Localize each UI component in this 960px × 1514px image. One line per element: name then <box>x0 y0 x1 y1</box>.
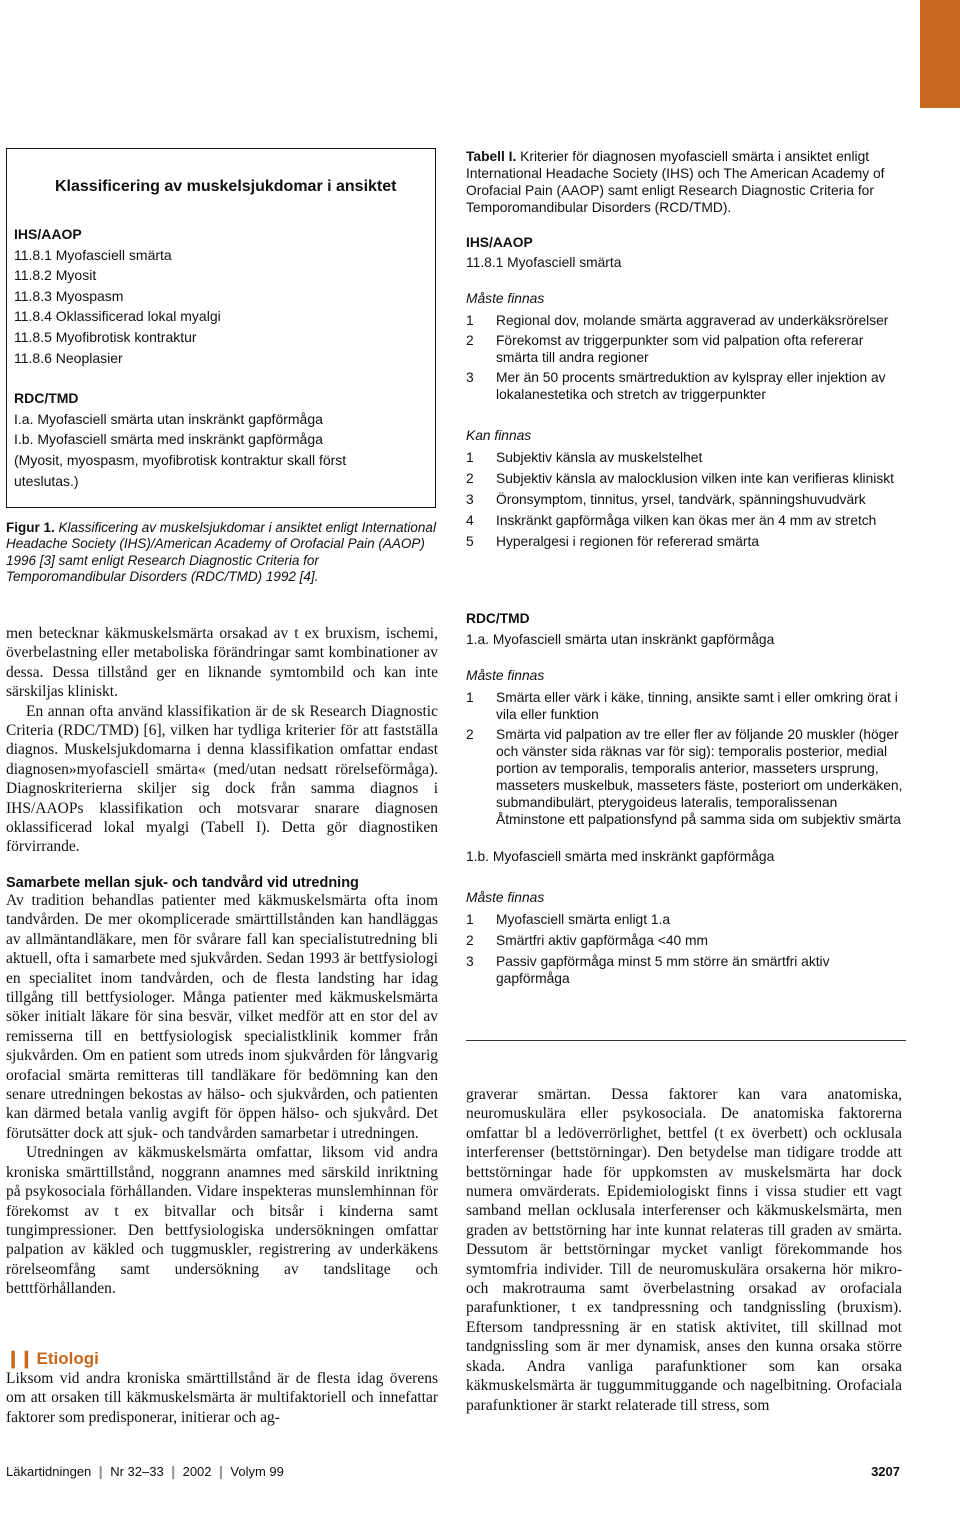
item-text: Subjektiv känsla av malocklusion vilken inte kan verifieras kliniskt <box>496 471 894 486</box>
figure-caption-text: Klassificering av muskelsjukdomar i ansiktet enligt International Headache Society (IHS)/American Academy of Orofacial Pain (AAOP) 1996 [3] samt enligt Research Diagnostic Criteria for Temporomandibular Disorders (RDC/TMD) 1992 [4]. <box>6 520 436 585</box>
figure-ihs-item: 11.8.2 Myosit <box>14 267 97 284</box>
table-row <box>466 932 906 949</box>
figure-rdc-item: (Myosit, myospasm, myofibrotisk kontraktur skall först <box>14 451 347 468</box>
section-heading-etiologi <box>6 1349 99 1369</box>
table-bottom-rule <box>466 1040 906 1041</box>
body-paragraph: graverar smärtan. Dessa faktorer kan vara anatomiska, neuromuskulära eller psykosociala. De anatomiska faktorerna omfattar bl a ledöverrörlighet, bettfel (t ex överbett) och ocklusala interferenser (bettstörningar). Den betydelse man tidigare trodde att bettstörningar hade för uppkomsten av muskelsmärta har dock numera omvärderats. Epidemiologiskt finns i vissa studier ett vagt samband mellan ocklusala interferenser och käkmuskelsmärta, men graden av bettstörning har inte kunnat relateras till graden av smärta. Dessutom är bettstörningar mycket vanligt förekommande hos symtomfria individer. Till de neuromuskulära orsakerna hör mikro- och makrotrauma samt överbelastning orsakad av orofaciala parafunktioner, t ex tandpressning och tandgnissling (bruxism). Eftersom tandpressning är en statisk aktivitet, till skillnad mot tandgnissling som är mer dynamisk, anses den kunna orsaka större skada. Andra vanliga parafunktioner som kan orsaka käkmuskelsmärta är tuggummituggande och nagelbitning. Orofaciala parafunktioner är starkt relaterade till stress, som <box>466 1086 902 1414</box>
body-paragraph: Utredningen av käkmuskelsmärta omfattar, liksom vid andra kroniska smärttillstånd, noggrann anamnes med särskild inriktning på psykosociala förhållanden. Vidare inspekteras munslemhinnan för förekomst av t ex bitvallar och bitsår i kinderna samt tungimpressioner. Den bettfysiologiska undersökningen omfattar palpation av käkled och tuggmuskler, registrering av underkäkens rörelseomfång samt undersökning av tandslitage och betttförhållanden. <box>6 1144 438 1298</box>
table-ihs-subheading: 11.8.1 Myofasciell smärta <box>466 255 622 270</box>
figure-ihs-item: 11.8.4 Oklassificerad lokal myalgi <box>14 308 221 325</box>
figure-ihs-item: 11.8.6 Neoplasier <box>14 349 123 366</box>
figure-caption-label: Figur 1. <box>6 520 55 535</box>
item-text: Smärtfri aktiv gapförmåga <40 mm <box>496 933 709 948</box>
item-number: 2 <box>466 727 474 742</box>
figure-title: Klassificering av muskelsjukdomar i ansiktet <box>55 178 397 195</box>
item-text: Smärta eller värk i käke, tinning, ansikte samt i eller omkring örat i vila eller funktion <box>496 690 898 722</box>
figure-rdc-item: I.a. Myofasciell smärta utan inskränkt gapförmåga <box>14 410 323 427</box>
table-row <box>466 911 906 928</box>
table-row <box>466 726 906 828</box>
table-1 <box>466 148 906 550</box>
footer-volume: Volym 99 <box>230 1464 284 1479</box>
footer-year: 2002 <box>182 1464 212 1479</box>
orange-page-tab <box>920 0 960 108</box>
item-number: 1 <box>466 690 474 705</box>
footer-info: Läkartidningen ❙ Nr 32–33 ❙ 2002 ❙ Volym 99 <box>6 1464 284 1479</box>
figure-ihs-heading: IHS/AAOP <box>14 226 82 242</box>
item-text: Subjektiv känsla av muskelstelhet <box>496 450 703 465</box>
section-heading-etiologi-text: Etiologi <box>36 1349 99 1368</box>
table-row <box>466 332 906 366</box>
item-number: 2 <box>466 333 474 348</box>
item-number: 1 <box>466 912 474 927</box>
table-row <box>466 449 906 466</box>
table-row <box>466 491 906 508</box>
item-text: Öronsymptom, tinnitus, yrsel, tandvärk, spänningshuvudvärk <box>496 492 866 507</box>
item-text: Hyperalgesi i regionen för refererad smärta <box>496 534 760 549</box>
table-row <box>466 512 906 529</box>
footer-issue: Nr 32–33 <box>110 1464 164 1479</box>
table-row <box>466 953 906 987</box>
table-row <box>466 533 906 550</box>
table-1-rdc <box>466 610 906 987</box>
figure-caption <box>6 520 436 586</box>
item-number: 3 <box>466 492 474 507</box>
item-text: Regional dov, molande smärta aggraverad av underkäksrörelser <box>496 313 889 328</box>
item-number: 5 <box>466 534 474 549</box>
item-number: 3 <box>466 954 474 969</box>
body-paragraph: Av tradition behandlas patienter med käkmuskelsmärta ofta inom tandvården. De mer okomplicerade smärttillstånden kan handläggas av allmäntandläkare, men för svårare fall kan specialistutredning bli aktuell, ofta i samarbete med sjukvården. Sedan 1993 är bettfysiologi en specialitet inom tandvården, och de flesta landsting har idag tillgång till bettfysiologer. Många patienter med käkmuskelsmärta söker initialt läkare för sina besvär, vilket medför att en stor del av remisserna till en bettfysiologisk specialistklinik kommer från sjukvården. Om en patient som utreds inom sjukvården för långvarig orofacial smärta remitteras till tandläkare för bedömning kan den senare utredningen bekostas av hälso- och sjukvården, och patienten kan därmed betala vanlig avgift för öppen hälso- och sjukvård. Det förutsätter dock att sjuk- och tandvården samarbetar i utredningen. <box>6 892 438 1142</box>
table-rdc-heading: RDC/TMD <box>466 611 530 626</box>
table-row <box>466 470 906 487</box>
figure-ihs-item: 11.8.1 Myofasciell smärta <box>14 246 172 263</box>
table-ihs-heading: IHS/AAOP <box>466 235 533 250</box>
table-rdc-a-subheading: 1.a. Myofasciell smärta utan inskränkt gapförmåga <box>466 632 775 647</box>
footer-journal: Läkartidningen <box>6 1464 92 1479</box>
table-caption-text: Kriterier för diagnosen myofasciell smärta i ansiktet enligt International Headache Society (IHS) och The American Academy of Orofacial Pain (AAOP) samt enligt Research Diagnostic Criteria for Temporomandibular Disorders (RCD/TMD). <box>466 149 885 215</box>
item-number: 3 <box>466 370 474 385</box>
table-ihs-may-label: Kan finnas <box>466 428 532 443</box>
table-row <box>466 689 906 723</box>
item-number: 2 <box>466 933 474 948</box>
body-paragraph: En annan ofta använd klassifikation är de sk Research Diagnostic Criteria (RDC/TMD) [6], vilken har tydliga kriterier för att fastställa diagnos. Muskelsjukdomarna i denna klassifikation omfattar endast diagnosen»myofasciell smärta« (med/utan nedsatt rörelseförmåga). Diagnoskriterierna skiljer sig dock från samma diagnos i IHS/AAOPs klassifikation och motsvarar snarare diagnosen oklassificerad lokal myalgi (Tabell I). Detta gör diagnostiken förvirrande. <box>6 702 438 856</box>
heading-bars-icon: ❙❙ <box>6 1349 33 1368</box>
table-caption-label: Tabell I. <box>466 149 517 164</box>
body-paragraph: men betecknar käkmuskelsmärta orsakad av t ex bruxism, ischemi, överbelastning eller metaboliska förändringar samt kombinationer av dessa. Dessa tillstånd ger en liknande symtombild och kan inte särskiljas kliniskt. <box>6 625 438 701</box>
item-text: Myofasciell smärta enligt 1.a <box>496 912 671 927</box>
section-heading-samarbete: Samarbete mellan sjuk- och tandvård vid utredning <box>6 875 359 891</box>
table-row <box>466 312 906 329</box>
table-caption <box>466 148 906 216</box>
figure-rdc-heading: RDC/TMD <box>14 390 79 407</box>
table-ihs-must-label: Måste finnas <box>466 291 545 306</box>
item-number: 1 <box>466 313 474 328</box>
item-number: 4 <box>466 513 474 528</box>
table-rdc-b-subheading: 1.b. Myofasciell smärta med inskränkt gapförmåga <box>466 849 775 864</box>
table-row <box>466 369 906 403</box>
item-number: 2 <box>466 471 474 486</box>
left-body-section-3 <box>6 1369 438 1427</box>
item-number: 1 <box>466 450 474 465</box>
figure-list <box>14 224 424 491</box>
figure-ihs-item: 11.8.3 Myospasm <box>14 287 124 304</box>
table-rdc-a-must-label: Måste finnas <box>466 668 545 683</box>
item-text: Smärta vid palpation av tre eller fler av följande 20 muskler (höger och vänster sida räknas var för sig): temporalis posterior, medial portion av temporalis, temporalis anterior, masseters ursprung, masseters muskelbuk, masseters fäste, posteriort om underkäken, submandibulärt, pterygoideus lateralis, temporalissenan Åtminstone ett palpationsfynd på samma sida om subjektiv smärta <box>496 727 903 827</box>
figure-ihs-item: 11.8.5 Myofibrotisk kontraktur <box>14 328 197 345</box>
figure-rdc-item: uteslutas.) <box>14 472 79 489</box>
item-text: Förekomst av triggerpunkter som vid palpation ofta refererar smärta till andra regioner <box>496 333 864 365</box>
item-text: Mer än 50 procents smärtreduktion av kylspray eller injektion av lokalanestetika och stretch av triggerpunkter <box>496 370 886 402</box>
page-number: 3207 <box>871 1464 900 1479</box>
body-paragraph: Liksom vid andra kroniska smärttillstånd är de flesta idag överens om att orsaken till käkmuskelsmärta är multifaktoriell och innefattar faktorer som predisponerar, initierar och ag- <box>6 1370 438 1426</box>
left-body-section-2 <box>6 891 438 1299</box>
left-body-section-1 <box>6 624 438 857</box>
item-text: Inskränkt gapförmåga vilken kan ökas mer än 4 mm av stretch <box>496 513 877 528</box>
figure-rdc-item: I.b. Myofasciell smärta med inskränkt gapförmåga <box>14 431 323 448</box>
item-text: Passiv gapförmåga minst 5 mm större än smärtfri aktiv gapförmåga <box>496 954 830 986</box>
table-rdc-b-must-label: Måste finnas <box>466 890 545 905</box>
right-body-section <box>466 1085 902 1415</box>
